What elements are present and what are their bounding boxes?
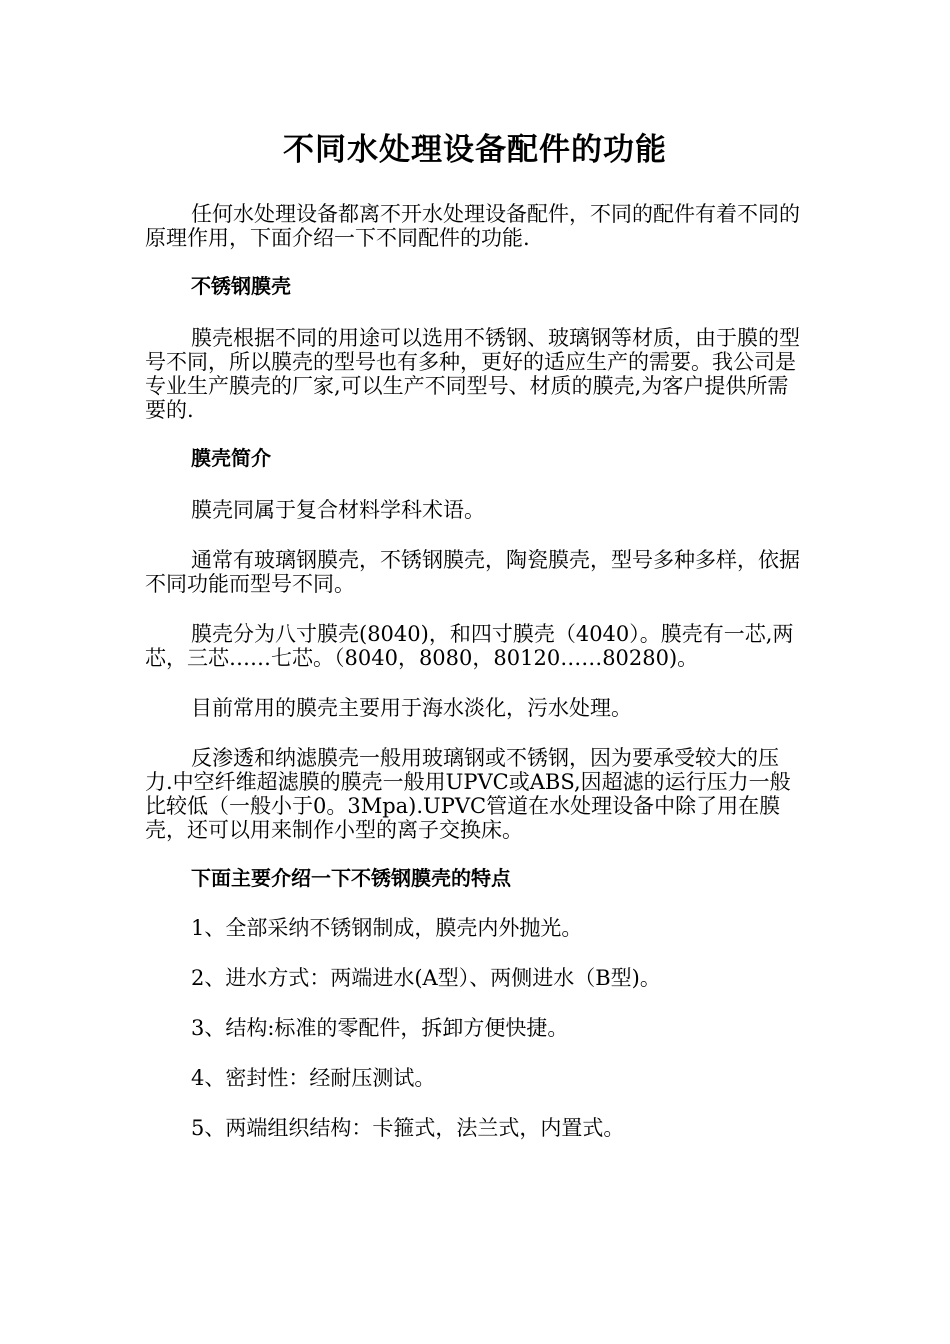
shell-intro-paragraph: 目前常用的膜壳主要用于海水淡化，污水处理。	[191, 696, 632, 720]
section-stainless-shell-body: 膜壳根据不同的用途可以选用不锈钢、玻璃钢等材质，由于膜的型号不同，所以膜壳的型号也有多种，更好的适应生产的需要。我公司是专业生产膜壳的厂家,可以生产不同型号、材质的膜壳,为客户提供所需要的.	[145, 326, 800, 422]
feature-list-item: 4、密封性：经耐压测试。	[191, 1066, 436, 1090]
section-heading-stainless-shell: 不锈钢膜壳	[191, 274, 291, 298]
document-title: 不同水处理设备配件的功能	[283, 132, 667, 168]
document-page	[145, 120, 805, 1140]
shell-intro-paragraph: 反渗透和纳滤膜壳一般用玻璃钢或不锈钢，因为要承受较大的压力.中空纤维超滤膜的膜壳一般用UPVC或ABS,因超滤的运行压力一般比较低（一般小于0。3Mpa).UPVC管道在水处理设备中除了用在膜壳，还可以用来制作小型的离子交换床。	[145, 746, 791, 842]
section-heading-shell-intro: 膜壳简介	[191, 446, 271, 470]
shell-intro-paragraph: 膜壳分为八寸膜壳(8040)，和四寸膜壳（4040）。膜壳有一芯,两芯，三芯……七芯。（8040，8080，80120……80280)。	[145, 622, 794, 670]
feature-list-item: 1、全部采纳不锈钢制成，膜壳内外抛光。	[191, 916, 583, 940]
intro-paragraph: 任何水处理设备都离不开水处理设备配件，不同的配件有着不同的原理作用，下面介绍一下不同配件的功能.	[145, 202, 800, 250]
section-heading-features: 下面主要介绍一下不锈钢膜壳的特点	[191, 866, 511, 890]
feature-list-item: 5、两端组织结构：卡箍式，法兰式，内置式。	[191, 1116, 625, 1140]
feature-list-item: 3、结构:标准的零配件，拆卸方便快捷。	[191, 1016, 569, 1040]
shell-intro-paragraph: 通常有玻璃钢膜壳，不锈钢膜壳，陶瓷膜壳，型号多种多样，依据不同功能而型号不同。	[145, 548, 800, 596]
shell-intro-paragraph: 膜壳同属于复合材料学科术语。	[191, 498, 485, 522]
feature-list-item: 2、进水方式：两端进水(A型）、两侧进水（B型)。	[191, 966, 661, 990]
